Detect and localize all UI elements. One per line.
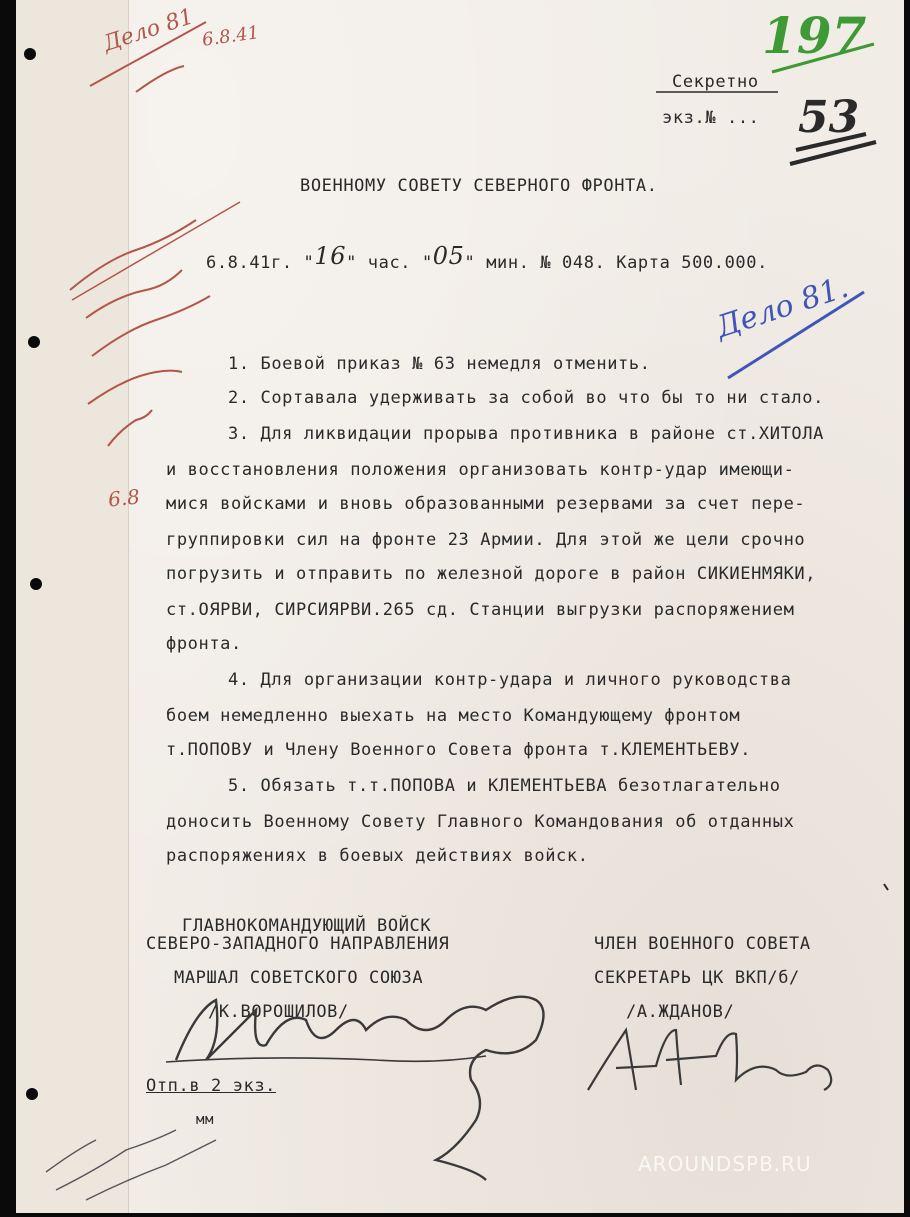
- copies-note: Отп.в 2 экз.: [146, 1076, 277, 1096]
- body-line: погрузить и отправить по железной дороге в район СИКИЕНМЯКИ,: [166, 564, 817, 584]
- body-line: 5. Обязать т.т.ПОПОВА и КЛЕМЕНТЬЕВА безотлагательно: [228, 776, 781, 796]
- addressee-line: ВОЕННОМУ СОВЕТУ СЕВЕРНОГО ФРОНТА.: [300, 176, 658, 196]
- dateline-hour: 16: [314, 242, 347, 270]
- right-signatory-title: СЕКРЕТАРЬ ЦК ВКП/б/: [594, 968, 800, 988]
- body-line: 3. Для ликвидации прорыва противника в районе ст.ХИТОЛА: [228, 424, 824, 444]
- handwritten-case-note-blue: Дело 81.: [711, 269, 853, 346]
- dark-pencil-stroke: [790, 134, 876, 164]
- margin-mark: [884, 884, 888, 890]
- red-pencil-stroke: [136, 66, 184, 92]
- body-line: 2. Сортавала удерживать за собой во что бы то ни стало.: [228, 388, 824, 408]
- pencil-resolution-note: [46, 1130, 216, 1200]
- left-signatory-title: МАРШАЛ СОВЕТСКОГО СОЮЗА: [174, 968, 424, 988]
- red-pencil-resolution: [70, 220, 210, 446]
- left-signatory-title: ГЛАВНОКОМАНДУЮЩИЙ ВОЙСК: [182, 916, 432, 936]
- voroshilov-signature-flourish: [166, 1056, 486, 1062]
- left-signatory-title: СЕВЕРО-ЗАПАДНОГО НАПРАВЛЕНИЯ: [146, 934, 450, 954]
- right-signatory-title: ЧЛЕН ВОЕННОГО СОВЕТА: [594, 934, 811, 954]
- classification-label: Секретно: [672, 72, 759, 92]
- body-line: боем немедленно выехать на место Командующему фронтом: [166, 706, 741, 726]
- right-signatory-name: /А.ЖДАНОВ/: [626, 1002, 735, 1022]
- body-line: доносить Военному Совету Главного Командования об отданных: [166, 812, 795, 832]
- body-line: т.ПОПОВУ и Члену Военного Совета фронта т.КЛЕМЕНТЬЕВУ.: [166, 740, 752, 760]
- green-pencil-stroke: [772, 44, 874, 72]
- body-line: и восстановления положения организовать контр-удар имеющи-: [166, 460, 795, 480]
- body-line: 1. Боевой приказ № 63 немедля отменить.: [228, 354, 651, 374]
- handwritten-copy-number: 53: [798, 92, 860, 143]
- handwritten-corner-mark: 197: [762, 6, 867, 65]
- blue-pencil-underline: [728, 292, 864, 378]
- zhdanov-signature: [588, 1030, 831, 1090]
- left-signatory-name: /К.ВОРОШИЛОВ/: [208, 1002, 349, 1022]
- handwritten-case-note: Дело 81: [100, 4, 197, 57]
- handwriting-layer: [16, 0, 904, 1213]
- typist-initials: мм: [196, 1112, 215, 1128]
- body-line: распоряжениях в боевых действиях войск.: [166, 846, 589, 866]
- handwritten-case-date: 6.8.41: [200, 22, 261, 51]
- red-pencil-stroke: [90, 22, 206, 86]
- body-line: ст.ОЯРВИ, СИРСИЯРВИ.265 сд. Станции выгрузки распоряжением: [166, 600, 795, 620]
- voroshilov-signature: [176, 997, 544, 1180]
- red-pencil-line: [72, 202, 240, 300]
- dateline-minute: 05: [432, 242, 465, 270]
- handwritten-red-date: 6.8: [106, 484, 141, 512]
- body-line: мися войсками и вновь образованными резервами за счет пере-: [166, 494, 806, 514]
- copy-number-label: экз.№ ...: [662, 108, 760, 128]
- dateline-date: 6.8.41г. ": [206, 253, 315, 273]
- body-line: 4. Для организации контр-удара и личного руководства: [228, 670, 792, 690]
- body-line: фронта.: [166, 634, 242, 654]
- body-line: группировки сил на фронте 23 Армии. Для этой же цели срочно: [166, 530, 806, 550]
- dateline-rest: " мин. № 048. Карта 500.000.: [464, 253, 768, 273]
- watermark: AROUNDSPB.RU: [638, 1152, 812, 1176]
- dateline-hour-suffix: " час. ": [346, 253, 433, 273]
- document-page: [16, 0, 904, 1213]
